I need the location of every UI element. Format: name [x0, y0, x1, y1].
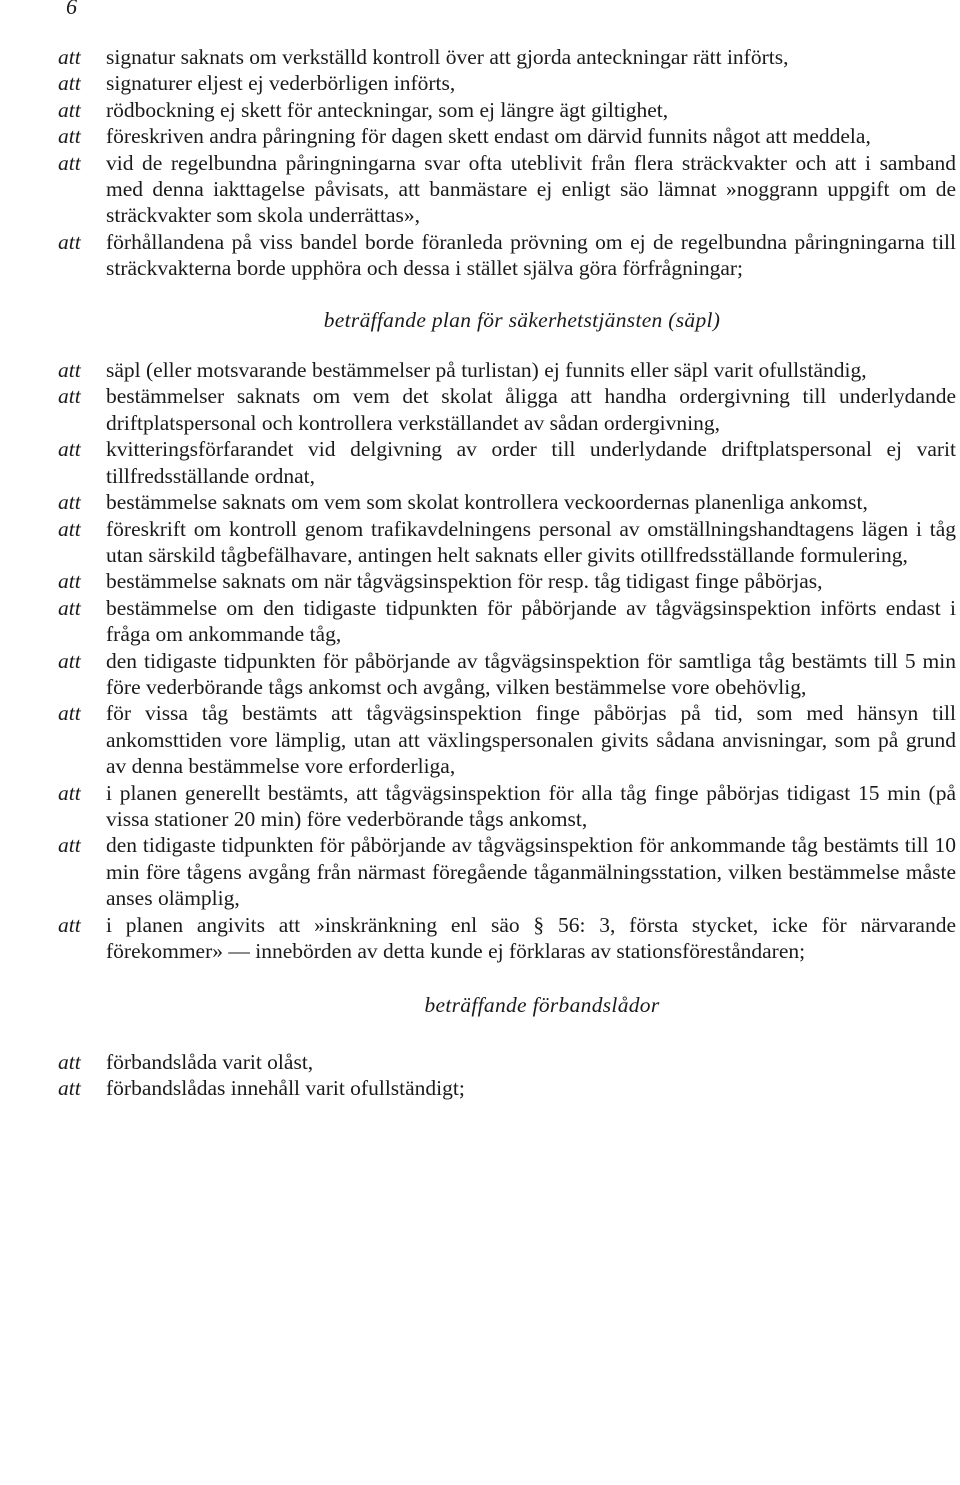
list-item	[58, 97, 956, 123]
item-text: bestämmelse saknats om när tågvägsinspektion för resp. tåg tidigast finge påbörjas,	[106, 569, 823, 594]
list-item	[58, 595, 956, 648]
item-prefix: att	[58, 648, 81, 673]
list-item	[58, 436, 956, 489]
item-prefix: att	[58, 490, 81, 515]
item-text: för vissa tåg bestämts att tågvägsinspektion finge påbörjas på tid, som med hänsyn till ankomsttiden vore lämplig, utan att växlingspersonalen givits sådana anvisningar, som på grund av denna bestämmelse vore erforderliga,	[106, 701, 956, 779]
list-item	[58, 150, 956, 229]
list-item	[58, 648, 956, 701]
item-text: förbandslåda varit olåst,	[106, 1049, 314, 1074]
list-item	[58, 229, 956, 282]
item-text: rödbockning ej skett för anteckningar, som ej längre ägt giltighet,	[106, 97, 669, 122]
item-prefix: att	[58, 1076, 81, 1101]
item-text: vid de regelbundna påringningarna svar ofta uteblivit från flera sträckvakter och att i samband med denna iakttagelse påvisats, att banmästare ej enligt säo lämnat »noggrann uppgift om de sträckvakter som skola underrättas»,	[106, 150, 956, 228]
item-prefix: att	[58, 595, 81, 620]
list-item	[58, 70, 956, 96]
item-prefix: att	[58, 912, 81, 937]
item-text: förhållandena på viss bandel borde föranleda prövning om ej de regelbundna påringningarna till sträckvakterna borde upphöra och dessa i stället själva göra förfrågningar;	[106, 229, 956, 281]
item-text: säpl (eller motsvarande bestämmelser på turlistan) ej funnits eller säpl varit ofullständig,	[106, 358, 867, 383]
item-prefix: att	[58, 384, 81, 409]
item-prefix: att	[58, 150, 81, 175]
list-item	[58, 912, 956, 965]
list-item	[58, 383, 956, 436]
item-text: föreskriven andra påringning för dagen skett endast om därvid funnits något att meddela,	[106, 124, 871, 149]
item-prefix: att	[58, 701, 81, 726]
list-item	[58, 44, 956, 70]
item-text: i planen angivits att »inskränkning enl säo § 56: 3, första stycket, icke för närvarande förekommer» — innebörden av detta kunde ej förklaras av stationsföreståndaren;	[106, 912, 956, 963]
item-text: den tidigaste tidpunkten för påbörjande av tågvägsinspektion för samtliga tåg bestämts till 5 min före vederbörande tågs ankomst och avgång, vilken bestämmelse vore obehövlig,	[106, 648, 956, 699]
section-heading: beträffande plan för säkerhetstjänsten (säpl)	[323, 307, 721, 332]
item-prefix: att	[58, 780, 81, 805]
item-prefix: att	[58, 97, 81, 122]
item-text: signatur saknats om verkställd kontroll över att gjorda anteckningar rätt införts,	[106, 45, 789, 69]
item-text: förbandslådas innehåll varit ofullständigt;	[106, 1076, 465, 1101]
item-prefix: att	[58, 516, 81, 541]
item-prefix: att	[58, 229, 81, 254]
list-item	[58, 568, 956, 594]
item-prefix: att	[58, 437, 81, 462]
list-item	[58, 1075, 956, 1101]
list-item	[58, 780, 956, 833]
document-body	[58, 44, 956, 1102]
item-text: signaturer eljest ej vederbörligen införts,	[106, 71, 456, 96]
list-item	[58, 489, 956, 515]
section-forbandslador	[58, 992, 956, 1101]
item-prefix: att	[58, 45, 81, 69]
list-item	[58, 1049, 956, 1075]
list-item	[58, 123, 956, 149]
item-text: föreskrift om kontroll genom trafikavdelningens personal av omställningshandtagens lägen i tåg utan särskild tågbefälhavare, antingen helt saknats eller givits otillfredsställande formulering,	[106, 516, 956, 567]
item-text: bestämmelse saknats om vem som skolat kontrollera veckoordernas planenliga ankomst,	[106, 490, 868, 515]
page-number: 6	[66, 0, 77, 19]
item-prefix: att	[58, 833, 81, 858]
list-item	[58, 516, 956, 569]
item-prefix: att	[58, 1049, 81, 1074]
item-prefix: att	[58, 569, 81, 594]
item-text: den tidigaste tidpunkten för påbörjande av tågvägsinspektion för ankommande tåg bestämts till 10 min före tågens avgång från närmast föregående tåganmälningsstation, vilken bestämmelse måste anses olämplig,	[106, 833, 956, 911]
list-item	[58, 832, 956, 911]
list-item	[58, 357, 956, 383]
section-sakerhetstjansten	[58, 307, 956, 965]
list-item	[58, 700, 956, 779]
item-text: kvitteringsförfarandet vid delgivning av order till underlydande driftplatspersonal ej varit tillfredsställande ordnat,	[106, 437, 956, 488]
item-prefix: att	[58, 71, 81, 96]
section-intro-list	[58, 44, 956, 282]
item-text: i planen generellt bestämts, att tågvägsinspektion för alla tåg finge påbörjas tidigast 15 min (på vissa stationer 20 min) före vederbörande tågs ankomst,	[106, 780, 956, 831]
item-prefix: att	[58, 124, 81, 149]
item-text: bestämmelser saknats om vem det skolat åligga att handha ordergivning till underlydande driftplatspersonal och kontrollera verkställandet av sådan ordergivning,	[106, 384, 956, 435]
section-heading: beträffande förbandslådor	[424, 993, 660, 1018]
item-text: bestämmelse om den tidigaste tidpunkten för påbörjande av tågvägsinspektion införts endast i fråga om ankommande tåg,	[106, 595, 956, 647]
item-prefix: att	[58, 358, 81, 383]
